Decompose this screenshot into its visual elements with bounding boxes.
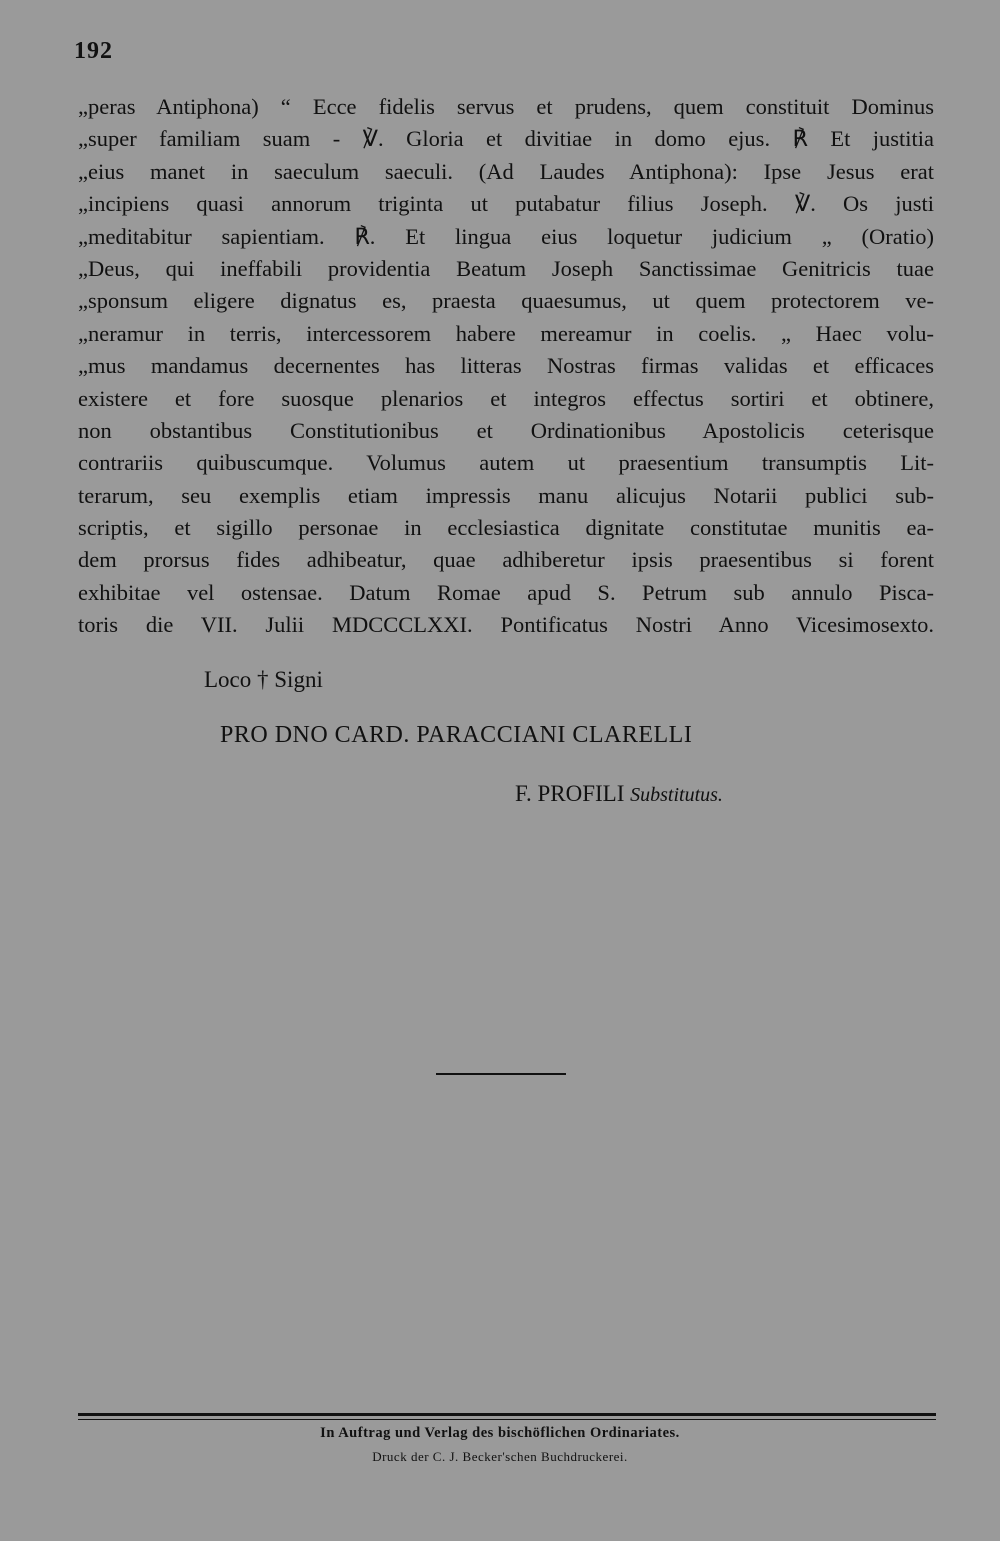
text-line: contrariis quibuscumque. Volumus autem ut praesentium transumptis Lit- — [78, 450, 934, 476]
text-line: „meditabitur sapientiam. ℟. Et lingua eius loquetur judicium „ (Oratio) — [78, 223, 934, 249]
section-divider — [436, 1073, 566, 1075]
text-line: terarum, seu exemplis etiam impressis manu alicujus Notarii publici sub- — [78, 482, 934, 508]
text-line: dem prorsus fides adhibeatur, quae adhiberetur ipsis praesentibus si forent — [78, 547, 934, 573]
publisher-line: In Auftrag und Verlag des bischöflichen Ordinariates. — [320, 1425, 680, 1441]
text-line: „eius manet in saeculum saeculi. (Ad Laudes Antiphona): Ipse Jesus erat — [78, 158, 934, 184]
text-line: scriptis, et sigillo personae in ecclesiastica dignitate constitutae munitis ea- — [78, 515, 934, 541]
footer-rule-thin — [78, 1419, 936, 1420]
signature-block — [515, 781, 723, 807]
text-line: non obstantibus Constitutionibus et Ordinationibus Apostolicis ceterisque — [78, 417, 934, 443]
text-line: „mus mandamus decernentes has litteras Nostras firmas validas et efficaces — [78, 353, 934, 379]
cardinal-line: PRO DNO CARD. PARACCIANI CLARELLI — [220, 722, 693, 748]
text-line: „neramur in terris, intercessorem habere mereamur in coelis. „ Haec volu- — [78, 320, 934, 346]
text-line: „peras Antiphona) “ Ecce fidelis servus et prudens, quem constituit Dominus — [78, 94, 934, 119]
printer-line: Druck der C. J. Becker'schen Buchdruckerei. — [372, 1449, 628, 1464]
text-line: „Deus, qui ineffabili providentia Beatum Joseph Sanctissimae Genitricis tuae — [78, 255, 934, 281]
body-text — [78, 91, 934, 642]
seal-placeholder: Loco † Signi — [204, 667, 323, 692]
signer-name: F. PROFILI — [515, 781, 625, 806]
text-line: toris die VII. Julii MDCCCLXXI. Pontificatus Nostri Anno Vicesimosexto. — [78, 612, 934, 638]
footer-rule-thick — [78, 1413, 936, 1416]
text-line: „super familiam suam - ℣. Gloria et divitiae in domo ejus. ℟ Et justitia — [78, 126, 934, 152]
signer-title: Substitutus. — [630, 784, 723, 806]
text-line: „sponsum eligere dignatus es, praesta quaesumus, ut quem protectorem ve- — [78, 288, 934, 314]
page-number: 192 — [74, 38, 113, 64]
text-line: exhibitae vel ostensae. Datum Romae apud S. Petrum sub annulo Pisca- — [78, 579, 934, 605]
text-line: existere et fore suosque plenarios et integros effectus sortiri et obtinere, — [78, 385, 934, 411]
text-line: „incipiens quasi annorum triginta ut putabatur filius Joseph. ℣. Os justi — [78, 191, 934, 217]
